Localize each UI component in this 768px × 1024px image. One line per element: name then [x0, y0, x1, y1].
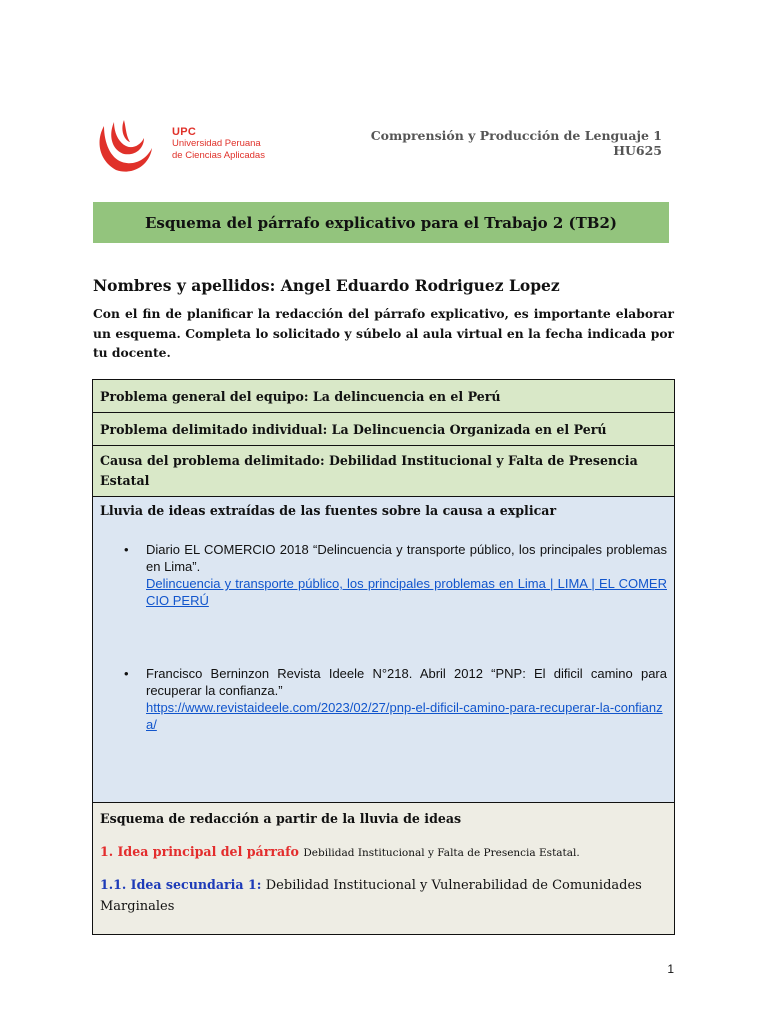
bullet-icon: • — [124, 542, 129, 557]
brainstorm-heading: Lluvia de ideas extraídas de las fuentes sobre la causa a explicar — [100, 503, 557, 518]
course-header — [371, 128, 662, 158]
page-number: 1 — [667, 962, 674, 976]
cause-row — [93, 446, 674, 497]
secondary-idea — [100, 875, 667, 917]
delimited-problem-row — [93, 413, 674, 446]
general-problem-row — [93, 380, 674, 413]
source-item-1 — [100, 541, 667, 609]
main-idea-label: 1. Idea principal del párrafo — [100, 844, 299, 859]
schema-heading: Esquema de redacción a partir de la lluvia de ideas — [100, 811, 462, 826]
bullet-icon: • — [124, 666, 129, 681]
university-line-1: Universidad Peruana — [172, 138, 261, 149]
instructions-paragraph: Con el fin de planificar la redacción del párrafo explicativo, es importante elaborar un esquema. Completa lo solicitado y súbelo al aula virtual en la fecha indicada por tu docente. — [93, 306, 674, 360]
source-2-link[interactable]: https://www.revistaideele.com/2023/02/27/pnp-el-dificil-camino-para-recuperar-la-confianza/ — [146, 700, 663, 732]
course-code: HU625 — [613, 143, 662, 158]
upc-label: UPC — [172, 126, 197, 138]
general-problem-text: Problema general del equipo: La delincuencia en el Perú — [100, 388, 501, 404]
cause-text: Causa del problema delimitado: Debilidad Institucional y Falta de Presencia Estatal — [100, 453, 638, 488]
brainstorm-row — [93, 497, 674, 803]
source-1-text: Diario EL COMERCIO 2018 “Delincuencia y transporte público, los principales problemas en Lima”. — [146, 542, 667, 574]
university-name — [172, 126, 265, 162]
schema-row — [93, 803, 674, 934]
student-name: Nombres y apellidos: Angel Eduardo Rodriguez Lopez — [93, 276, 560, 295]
outline-table — [92, 379, 675, 935]
source-2-text: Francisco Berninzon Revista Ideele N°218. Abril 2012 “PNP: El dificil camino para recuperar la confianza.” — [146, 666, 667, 698]
source-item-2 — [100, 665, 667, 733]
secondary-idea-label: 1.1. Idea secundaria 1: — [100, 877, 262, 892]
document-title: Esquema del párrafo explicativo para el Trabajo 2 (TB2) — [93, 202, 669, 243]
course-name: Comprensión y Producción de Lenguaje 1 — [370, 128, 662, 143]
secondary-idea-text: Debilidad Institucional y Vulnerabilidad de Comunidades Marginales — [100, 878, 642, 914]
delimited-problem-text: Problema delimitado individual: La Delincuencia Organizada en el Perú — [100, 421, 607, 437]
source-1-link[interactable]: Delincuencia y transporte público, los principales problemas en Lima | LIMA | EL COMERCIO PERÚ — [146, 576, 667, 608]
upc-logo-icon — [94, 118, 156, 174]
university-line-2: de Ciencias Aplicadas — [172, 150, 265, 161]
main-idea-text: Debilidad Institucional y Falta de Presencia Estatal. — [303, 847, 580, 859]
main-idea — [100, 844, 667, 859]
